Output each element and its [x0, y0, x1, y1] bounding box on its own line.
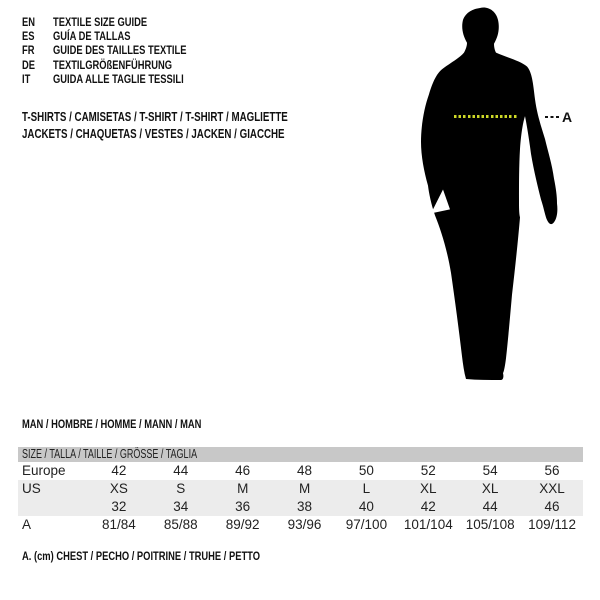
table-row-chest-cm	[18, 516, 583, 534]
size-cell: L	[362, 481, 371, 496]
size-cell: 34	[173, 499, 189, 514]
size-table	[18, 447, 583, 534]
table-row-us	[18, 480, 583, 498]
lang-code: DE	[22, 57, 36, 72]
size-cell: 38	[297, 499, 313, 514]
lang-title: GUIDE DES TAILLES TEXTILE	[53, 43, 187, 58]
size-cell: XL	[481, 481, 499, 496]
category-jackets: JACKETS / CHAQUETAS / VESTES / JACKEN / GIACCHE	[22, 127, 285, 141]
row-label: Europe	[22, 463, 66, 478]
size-cell: 48	[297, 463, 313, 478]
size-cell: 40	[358, 499, 374, 514]
row-label: A	[22, 517, 32, 532]
size-cell: 46	[235, 463, 251, 478]
size-cell: XS	[109, 481, 128, 496]
size-cell: 44	[482, 499, 498, 514]
size-cell: 101/104	[403, 517, 453, 532]
size-cell: 50	[358, 463, 374, 478]
chest-measure-line-inner	[454, 115, 518, 118]
size-cell: 93/96	[287, 517, 322, 532]
size-cell: 81/84	[102, 517, 136, 532]
size-cell: XL	[420, 481, 437, 496]
size-cell: M	[298, 481, 311, 496]
size-cell: 109/112	[528, 517, 576, 532]
lang-code: FR	[22, 43, 35, 58]
size-cell: 54	[482, 463, 498, 478]
lang-title: GUÍA DE TALLAS	[53, 29, 131, 44]
man-silhouette	[417, 5, 567, 387]
lang-code: EN	[22, 15, 36, 29]
size-cell: 46	[544, 499, 560, 514]
table-row-europe	[18, 462, 583, 480]
size-cell: 32	[111, 499, 127, 514]
measure-label-a: A	[562, 109, 573, 125]
size-cell: 36	[235, 499, 251, 514]
table-row-alt-sizes	[18, 498, 583, 516]
size-cell: 85/88	[163, 517, 198, 532]
lang-title: TEXTILGRÖßENFÜHRUNG	[53, 57, 173, 72]
size-cell: 42	[420, 499, 436, 514]
size-cell: 105/108	[465, 517, 515, 532]
size-cell: 97/100	[345, 517, 388, 532]
chest-measure-line-outer	[545, 116, 561, 118]
size-cell: XXL	[539, 481, 565, 496]
section-title: MAN / HOMBRE / HOMME / MANN / MAN	[22, 417, 202, 431]
size-cell: 52	[420, 463, 436, 478]
lang-title: TEXTILE SIZE GUIDE	[53, 15, 148, 29]
row-label: US	[22, 481, 41, 496]
row-label	[18, 498, 88, 516]
size-cell: S	[176, 481, 186, 496]
category-block	[22, 110, 363, 144]
measurement-footnote: A. (cm) CHEST / PECHO / POITRINE / TRUHE / PETTO	[22, 549, 261, 563]
lang-code: ES	[22, 29, 35, 44]
size-cell: 89/92	[225, 517, 260, 532]
size-cell: M	[237, 481, 249, 496]
category-tshirts: T-SHIRTS / CAMISETAS / T-SHIRT / T-SHIRT / MAGLIETTE	[22, 110, 288, 124]
size-cell: 44	[173, 463, 189, 478]
size-cell: 56	[544, 463, 560, 478]
size-cell: 42	[111, 463, 127, 478]
size-table-header: SIZE / TALLA / TAILLE / GRÖSSE / TAGLIA	[18, 447, 583, 462]
lang-code: IT	[22, 71, 31, 86]
lang-title: GUIDA ALLE TAGLIE TESSILI	[53, 71, 184, 86]
